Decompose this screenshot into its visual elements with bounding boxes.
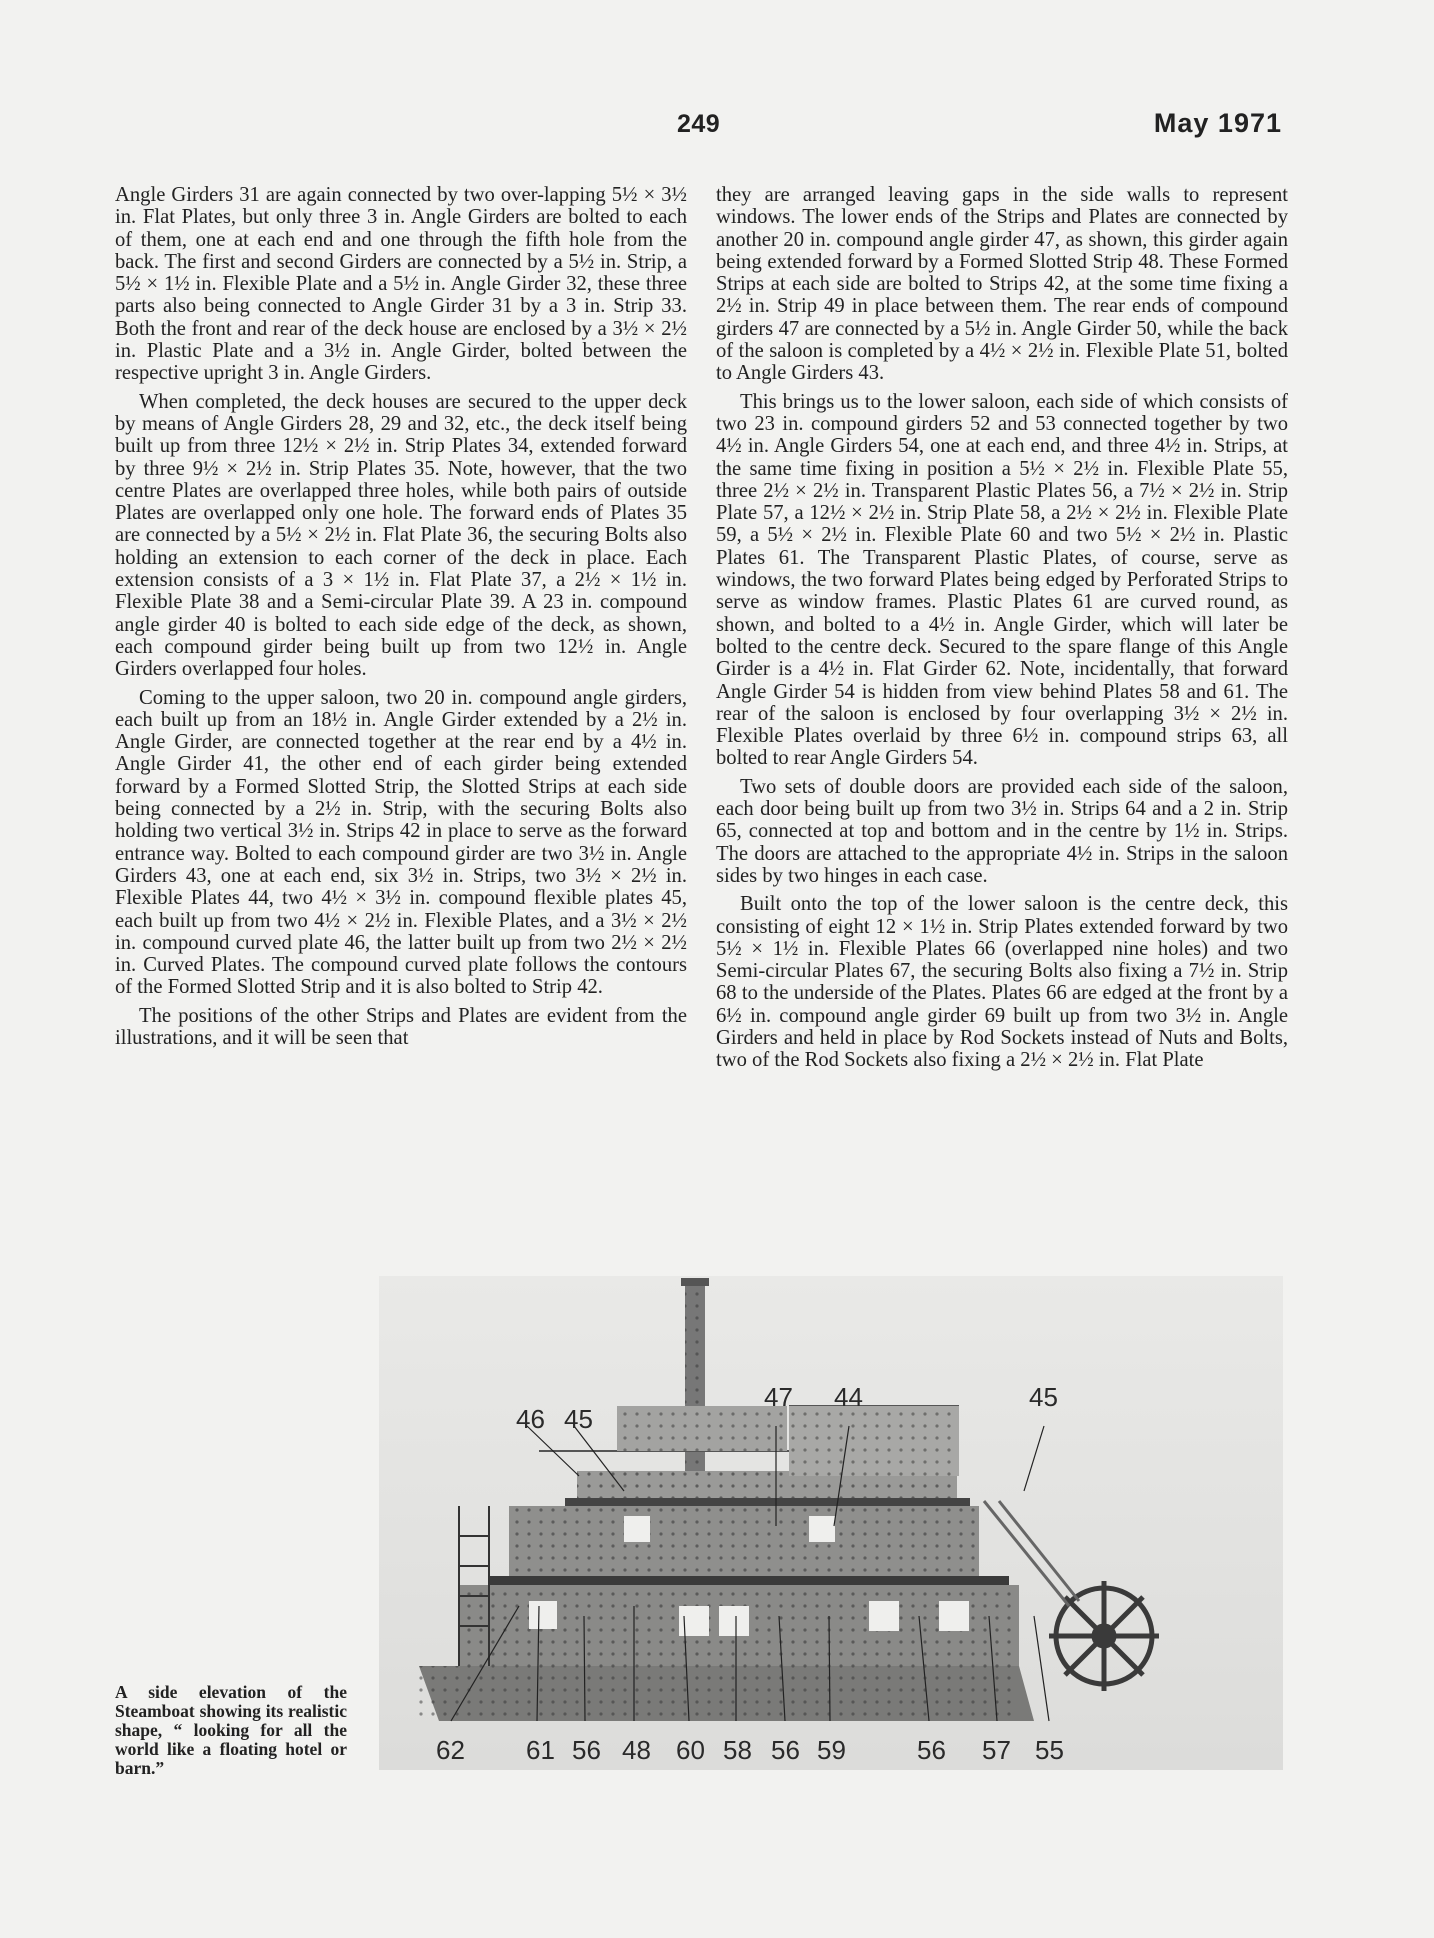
right-column	[716, 184, 1288, 1078]
steamboat-illustration	[379, 1276, 1283, 1770]
issue-date: May 1971	[1153, 108, 1282, 138]
label-48: 48	[622, 1735, 651, 1765]
label-56c: 56	[917, 1735, 946, 1765]
paragraph: Angle Girders 31 are again connected by two over-lapping 5½ × 3½ in. Flat Plates, but only three 3 in. Angle Girders are bolted to each of them, one at each end and one through the fifth hole from the back. The first and second Girders are connected by a 5½ in. Strip, a 5½ × 1½ in. Flexible Plate and a 5½ in. Angle Girder 32, these three parts also being connected to Angle Girder 31 by a 3 in. Strip 33. Both the front and rear of the deck house are enclosed by a 3½ × 2½ in. Plastic Plate and a 3½ in. Angle Girder, bolted between the respective upright 3 in. Angle Girders.	[115, 184, 687, 385]
label-58: 58	[723, 1735, 752, 1765]
page-number: 249	[677, 110, 721, 138]
paragraph: they are arranged leaving gaps in the side walls to represent windows. The lower ends of the Strips and Plates are connected by another 20 in. compound angle girder 47, as shown, this girder again being extended forward by a Formed Slotted Strip 48. These Formed Strips at each side are bolted to Strips 42, at the some time fixing a 2½ in. Strip 49 in place between them. The rear ends of compound girders 47 are connected by a 5½ in. Angle Girder 50, while the back of the saloon is completed by a 4½ × 2½ in. Flexible Plate 51, bolted to Angle Girders 43.	[716, 184, 1288, 385]
label-57: 57	[982, 1735, 1011, 1765]
paragraph: This brings us to the lower saloon, each side of which consists of two 23 in. compound girders 52 and 53 connected together by two 4½ in. Angle Girders 54, one at each end, and three 4½ in. Strips, at the same time fixing in position a 5½ × 2½ in. Flexible Plate 55, three 2½ × 2½ in. Transparent Plastic Plates 56, a 7½ × 2½ in. Strip Plate 57, a 12½ × 2½ in. Strip Plate 58, a 2½ × 2½ in. Flexible Plate 59, a 5½ × 2½ in. Flexible Plate 60 and two 5½ × 2½ in. Plastic Plates 61. The Transparent Plastic Plates, of course, serve as windows, the two forward Plates being edged by Perforated Strips to serve as window frames. Plastic Plates 61 are curved round, as shown, and bolted to a 4½ in. Angle Girder, which will later be bolted to the centre deck. Secured to the spare flange of this Angle Girder is a 4½ in. Flat Girder 62. Note, incidentally, that forward Angle Girder 54 is hidden from view behind Plates 58 and 61. The rear of the saloon is enclosed by four overlapping 3½ × 2½ in. Flexible Plates overlaid by three 6½ in. compound strips 63, all bolted to rear Angle Girders 54.	[716, 390, 1288, 770]
label-60: 60	[676, 1735, 705, 1765]
paragraph: The positions of the other Strips and Plates are evident from the illustrations, and it will be seen that	[115, 1004, 687, 1049]
label-56b: 56	[771, 1735, 800, 1765]
label-59: 59	[817, 1735, 846, 1765]
figure-caption: A side elevation of the Steamboat showing its realistic shape, “ looking for all the world like a floating hotel or barn.”	[115, 1682, 347, 1778]
left-column	[115, 184, 687, 1055]
paragraph: When completed, the deck houses are secured to the upper deck by means of Angle Girders 28, 29 and 32, etc., the deck itself being built up from three 12½ × 2½ in. Strip Plates 34, extended forward by three 9½ × 2½ in. Strip Plates 35. Note, however, that the two centre Plates are overlapped three holes, while both pairs of outside Plates are overlapped only one hole. The forward ends of Plates 35 are connected by a 5½ × 2½ in. Flat Plate 36, the securing Bolts also holding an extension to each corner of the deck in place. Each extension consists of a 3 × 1½ in. Flat Plate 37, a 2½ × 1½ in. Flexible Plate 38 and a Semi-circular Plate 39. A 23 in. compound angle girder 40 is bolted to each side edge of the deck, as shown, each compound girder being built up from two 12½ in. Angle Girders overlapped four holes.	[115, 390, 687, 681]
label-55: 55	[1035, 1735, 1064, 1765]
label-45b: 45	[1029, 1382, 1058, 1412]
label-44: 44	[834, 1382, 863, 1412]
label-62: 62	[436, 1735, 465, 1765]
label-61: 61	[526, 1735, 555, 1765]
paragraph: Two sets of double doors are provided each side of the saloon, each door being built up from two 3½ in. Strips 64 and a 2 in. Strip 65, connected at top and bottom and in the centre by 1½ in. Strips. The doors are attached to the appropriate 4½ in. Strips in the saloon sides by two hinges in each case.	[716, 775, 1288, 887]
steamboat-photo	[379, 1276, 1283, 1770]
paragraph: Coming to the upper saloon, two 20 in. compound angle girders, each built up from an 18½ in. Angle Girder extended by a 2½ in. Angle Girder, are connected together at the rear end by a 4½ in. Angle Girder 41, the other end of each girder being extended forward by a Formed Slotted Strip, the Slotted Strips at each side being connected by a 2½ in. Strip, with the securing Bolts also holding two vertical 3½ in. Strips 42 in place to serve as the forward entrance way. Bolted to each compound girder are two 3½ in. Angle Girders 43, one at each end, six 3½ in. Strips, two 3½ × 2½ in. Flexible Plates 44, two 4½ × 3½ in. compound flexible plates 45, each built up from two 4½ × 2½ in. Flexible Plates, and a 3½ × 2½ in. compound curved plate 46, the latter built up from two 2½ × 2½ in. Curved Plates. The compound curved plate follows the contours of the Formed Slotted Strip and it is also bolted to Strip 42.	[115, 686, 687, 999]
label-47: 47	[764, 1382, 793, 1412]
label-46: 46	[516, 1404, 545, 1434]
label-45: 45	[564, 1404, 593, 1434]
label-56: 56	[572, 1735, 601, 1765]
paragraph: Built onto the top of the lower saloon is the centre deck, this consisting of eight 12 × 1½ in. Strip Plates extended forward by two 5½ × 1½ in. Flexible Plates 66 (overlapped nine holes) and two Semi-circular Plates 67, the securing Bolts also fixing a 7½ in. Strip 68 to the underside of the Plates. Plates 66 are edged at the front by a 6½ in. compound angle girder 69 built up from two 3½ in. Angle Girders and held in place by Rod Sockets instead of Nuts and Bolts, two of the Rod Sockets also fixing a 2½ × 2½ in. Flat Plate	[716, 893, 1288, 1072]
